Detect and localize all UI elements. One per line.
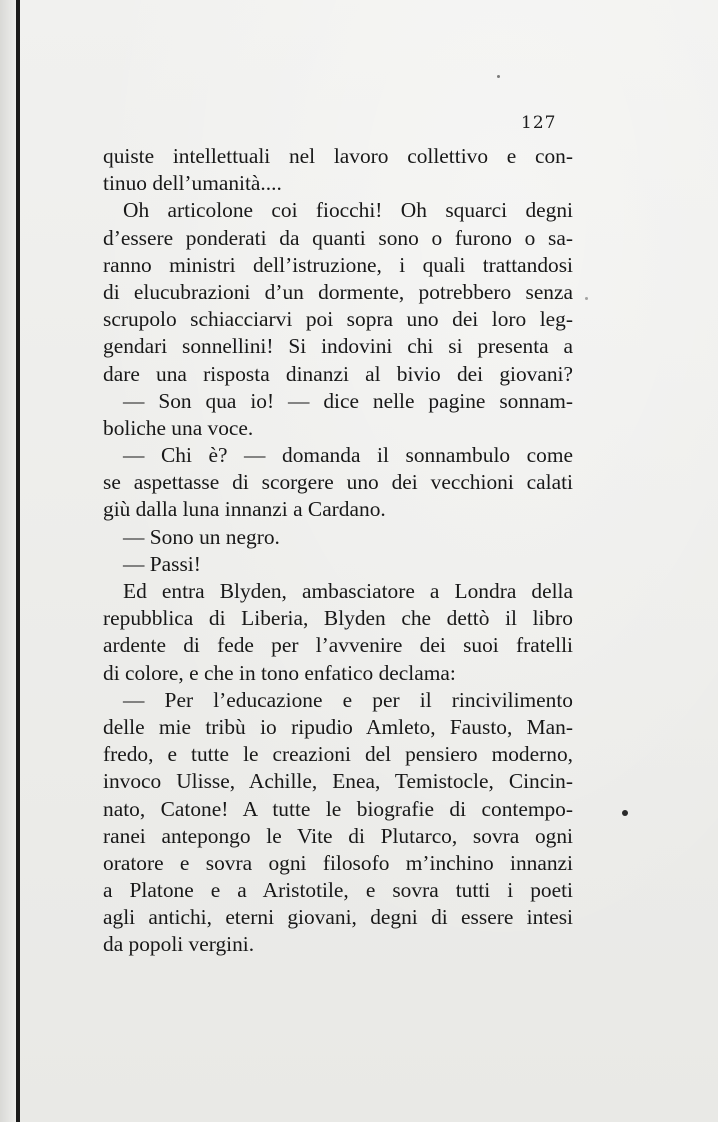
text-line: — Passi! [123, 551, 201, 576]
binding-edge [16, 0, 20, 1122]
text-line: — Son qua io! — dice nelle pagine sonnam- [123, 388, 573, 413]
text-line: agli antichi, eterni giovani, degni di essere intesi [103, 905, 573, 930]
text-line: a Platone e a Aristotile, e sovra tutti i poeti [103, 878, 573, 903]
text-line: ranno ministri dell’istruzione, i quali trattandosi [103, 252, 573, 277]
text-line: invoco Ulisse, Achille, Enea, Temistocle, Cincin- [103, 769, 573, 794]
text-line: nato, Catone! A tutte le biografie di contempo- [103, 796, 573, 821]
text-line: quiste intellettuali nel lavoro collettivo e con- [103, 144, 573, 168]
text-line: scrupolo schiacciarvi poi sopra uno dei loro leg- [103, 307, 573, 332]
ink-speck [497, 75, 500, 78]
text-line: fredo, e tutte le creazioni del pensiero moderno, [103, 742, 573, 767]
text-line: se aspettasse di scorgere uno dei vecchioni calati [103, 470, 573, 495]
text-line: Oh articolone coi fiocchi! Oh squarci degni [123, 198, 573, 223]
text-line: boliche una voce. [103, 415, 254, 440]
text-line: oratore e sovra ogni filosofo m’inchino innanzi [103, 850, 573, 875]
text-line: gendari sonnellini! Si indovini chi si presenta a [103, 334, 573, 359]
text-line: ardente di fede per l’avvenire dei suoi fratelli [103, 633, 573, 658]
text-line: repubblica di Liberia, Blyden che dettò il libro [103, 606, 573, 631]
body-text [103, 143, 573, 959]
text-line: Ed entra Blyden, ambasciatore a Londra della [123, 579, 573, 603]
ink-speck [585, 297, 588, 300]
text-line: d’essere ponderati da quanti sono o furono o sa- [103, 225, 573, 250]
text-line: tinuo dell’umanità.... [103, 171, 282, 196]
text-line: delle mie tribù io ripudio Amleto, Fausto, Man- [103, 714, 573, 739]
text-line: da popoli vergini. [103, 932, 255, 957]
text-line: ranei antepongo le Vite di Plutarco, sovra ogni [103, 823, 573, 848]
text-line: giù dalla luna innanzi a Cardano. [103, 497, 386, 522]
text-line: dare una risposta dinanzi al bivio dei giovani? [103, 361, 573, 386]
page-number: 127 [521, 113, 557, 133]
binding-shadow [0, 0, 16, 1122]
text-line: di colore, e che in tono enfatico declama: [103, 660, 456, 685]
text-line: — Per l’educazione e per il rincivilimento [123, 687, 573, 712]
ink-speck [622, 810, 628, 816]
text-line: di elucubrazioni d’un dormente, potrebbero senza [103, 279, 573, 304]
text-line: — Sono un negro. [123, 524, 280, 549]
text-line: — Chi è? — domanda il sonnambulo come [123, 443, 573, 468]
